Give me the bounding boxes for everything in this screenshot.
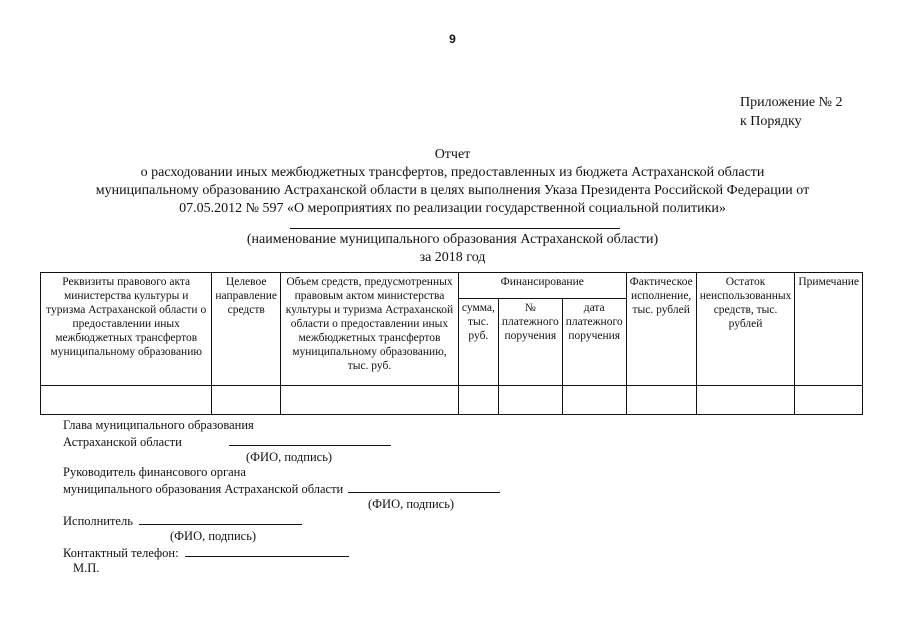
table-cell (498, 386, 562, 415)
header-balance: Остаток неиспользованных средств, тыс. рублей (696, 273, 795, 386)
head-signature-caption: (ФИО, подпись) (246, 450, 333, 464)
table-cell (212, 386, 281, 415)
report-heading-line-1: о расходовании иных межбюджетных трансфертов, предоставленных из бюджета Астраханской области (140, 165, 765, 180)
phone-label: Контактный телефон: (63, 546, 179, 560)
report-heading-line-3: 07.05.2012 № 597 «О мероприятиях по реализации государственной социальной политики» (179, 201, 726, 216)
phone-blank (185, 544, 349, 557)
finance-signature-row (63, 480, 500, 497)
table-cell (562, 386, 626, 415)
table-cell (795, 386, 863, 415)
signature-block (63, 418, 500, 576)
appendix-line-2: к Порядку (740, 114, 802, 129)
header-fin-sum: сумма, тыс. руб. (458, 299, 498, 386)
municipality-caption: (наименование муниципального образования Астраханской области) (246, 232, 659, 247)
appendix-line-1: Приложение № 2 (740, 95, 843, 110)
head-title-line-1: Глава муниципального образования (63, 418, 254, 432)
header-fin-order-date: дата платежного поручения (562, 299, 626, 386)
report-year: за 2018 год (419, 250, 486, 265)
finance-title-line-1: Руководитель финансового органа (63, 465, 246, 479)
table-cell (626, 386, 696, 415)
executor-label: Исполнитель (63, 514, 133, 528)
finance-title-line-2: муниципального образования Астраханской области (63, 482, 344, 496)
head-signature-blank (229, 433, 391, 446)
municipality-blank-line (290, 228, 620, 229)
executor-signature-blank (139, 512, 302, 525)
table-cell (281, 386, 459, 415)
header-volume: Объем средств, предусмотренных правовым актом министерства культуры и туризма Астраханской области о предоставлении иных межбюджетных трансфертов муниципальному образованию, тыс. руб. (281, 273, 459, 386)
finance-signature-blank (348, 480, 500, 493)
header-requisites: Реквизиты правового акта министерства культуры и туризма Астраханской области о предоставлении иных межбюджетных трансфертов муниципальному образованию (41, 273, 212, 386)
table-cell (41, 386, 212, 415)
table-cell (458, 386, 498, 415)
header-purpose: Целевое направление средств (212, 273, 281, 386)
executor-row (63, 512, 500, 529)
report-heading-line-2: муниципальному образованию Астраханской области в целях выполнения Указа Президента Российской Федерации от (95, 183, 810, 198)
stamp-label: М.П. (73, 561, 100, 575)
report-title: Отчет (434, 147, 471, 162)
table-cell (696, 386, 795, 415)
head-title-line-2: Астраханской области (63, 435, 182, 449)
head-signature-row (63, 433, 500, 450)
table-row (41, 386, 863, 415)
header-note: Примечание (795, 273, 863, 386)
executor-signature-caption: (ФИО, подпись) (170, 529, 257, 543)
appendix-reference (740, 93, 843, 131)
finance-signature-caption: (ФИО, подпись) (368, 497, 455, 511)
report-table (40, 272, 863, 415)
page-number: 9 (449, 32, 456, 46)
report-heading (0, 146, 905, 218)
phone-row (63, 544, 500, 561)
header-actual: Фактическое исполнение, тыс. рублей (626, 273, 696, 386)
header-financing: Финансирование (458, 273, 626, 299)
header-fin-order-no: № платежного поручения (498, 299, 562, 386)
